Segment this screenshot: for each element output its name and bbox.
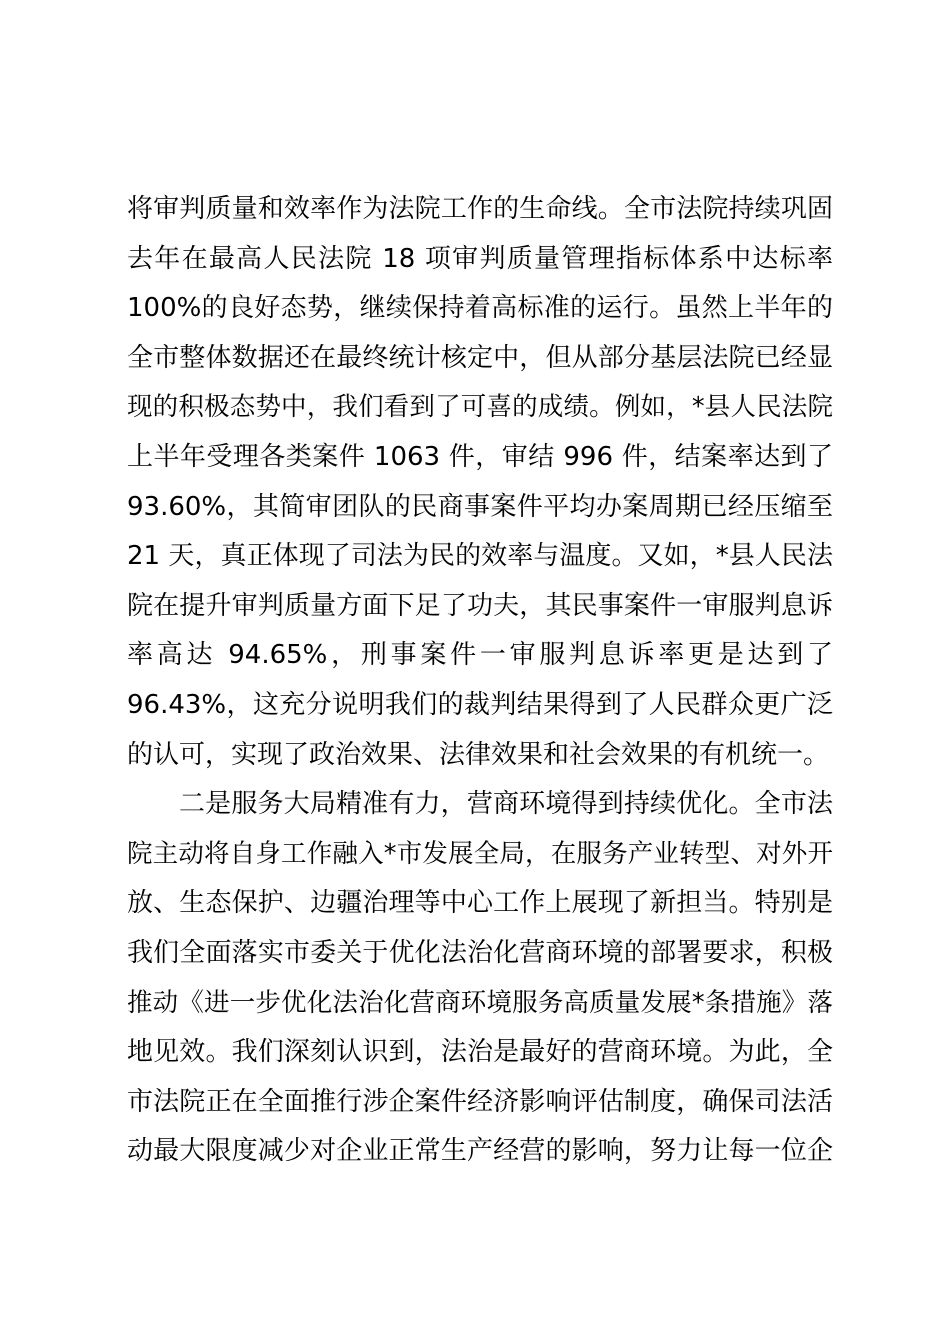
paragraph-end-line: 的认可，实现了政治效果、法律效果和社会效果的有机统一。 (127, 739, 830, 770)
text-line: 市法院正在全面推行涉企案件经济影响评估制度，确保司法活 (127, 1086, 833, 1117)
text-line: 将审判质量和效率作为法院工作的生命线。全市法院持续巩固 (127, 194, 833, 224)
text-line: 院在提升审判质量方面下足了功夫，其民事案件一审服判息诉 (127, 590, 833, 621)
text-line: 93.60%，其简审团队的民商事案件平均办案周期已经压缩至 (127, 491, 833, 522)
text-line: 地见效。我们深刻认识到，法治是最好的营商环境。为此，全 (127, 1037, 833, 1068)
text-line: 100%的良好态势，继续保持着高标准的运行。虽然上半年的 (127, 293, 833, 324)
text-line: 推动《进一步优化法治化营商环境服务高质量发展*条措施》落 (127, 987, 833, 1018)
text-line: 现的积极态势中，我们看到了可喜的成绩。例如，*县人民法院 (127, 392, 833, 423)
text-line: 上半年受理各类案件 1063 件，审结 996 件，结案率达到了 (127, 441, 833, 472)
text-line: 21 天，真正体现了司法为民的效率与温度。又如，*县人民法 (127, 541, 833, 572)
text-line: 院主动将自身工作融入*市发展全局，在服务产业转型、对外开 (127, 838, 833, 869)
body-text (127, 185, 833, 1177)
text-line: 放、生态保护、边疆治理等中心工作上展现了新担当。特别是 (127, 888, 833, 919)
text-line: 全市整体数据还在最终统计核定中，但从部分基层法院已经显 (127, 342, 833, 373)
text-line: 我们全面落实市委关于优化法治化营商环境的部署要求，积极 (127, 937, 833, 968)
paragraph-first-line: 二是服务大局精准有力，营商环境得到持续优化。全市法 (179, 789, 833, 820)
text-line: 动最大限度减少对企业正常生产经营的影响，努力让每一位企 (127, 1136, 833, 1167)
text-line: 去年在最高人民法院 18 项审判质量管理指标体系中达标率 (127, 243, 833, 274)
text-line: 率高达 94.65%，刑事案件一审服判息诉率更是达到了 (127, 640, 833, 671)
text-line: 96.43%，这充分说明我们的裁判结果得到了人民群众更广泛 (127, 689, 833, 720)
